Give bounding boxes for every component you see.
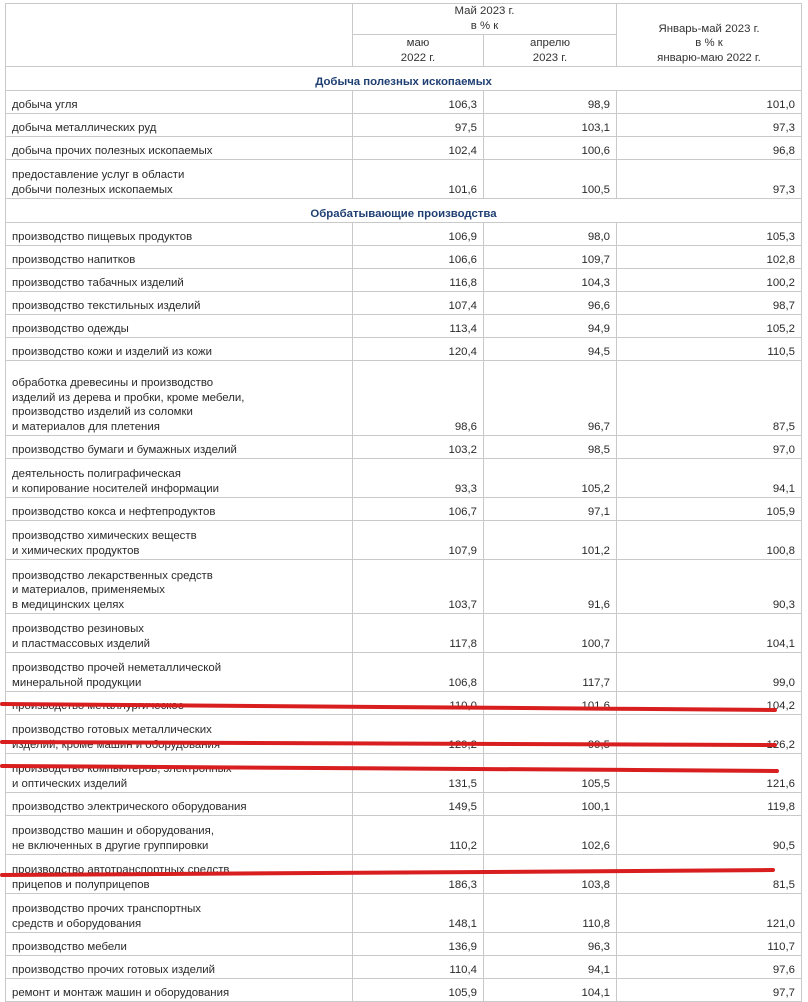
table-row bbox=[6, 692, 802, 715]
row-label bbox=[6, 361, 353, 436]
row-label-text: производство текстильных изделий bbox=[12, 299, 201, 312]
value-jan-may: 100,2 bbox=[617, 269, 802, 292]
row-label-text: производство электрического оборудования bbox=[12, 800, 247, 813]
value-vs-april-2023: 96,3 bbox=[484, 933, 617, 956]
header-may-2023 bbox=[353, 4, 617, 35]
value-jan-may: 100,8 bbox=[617, 521, 802, 560]
row-label-text: производство металлургическое bbox=[12, 699, 185, 712]
table-row bbox=[6, 137, 802, 160]
row-label-text: производство прочей неметаллической минеральной продукции bbox=[12, 662, 222, 689]
row-label bbox=[6, 436, 353, 459]
table-row bbox=[6, 459, 802, 498]
value-vs-may-2022: 106,7 bbox=[353, 498, 484, 521]
row-label bbox=[6, 137, 353, 160]
value-jan-may: 104,1 bbox=[617, 614, 802, 653]
table-row bbox=[6, 855, 802, 894]
value-vs-may-2022: 110,4 bbox=[353, 956, 484, 979]
value-vs-may-2022: 117,8 bbox=[353, 614, 484, 653]
table-row bbox=[6, 614, 802, 653]
value-vs-april-2023: 101,6 bbox=[484, 692, 617, 715]
value-vs-may-2022: 102,4 bbox=[353, 137, 484, 160]
value-vs-may-2022: 120,4 bbox=[353, 338, 484, 361]
value-vs-april-2023: 98,0 bbox=[484, 223, 617, 246]
table-row bbox=[6, 894, 802, 933]
table-row bbox=[6, 292, 802, 315]
header-jan-may-text: Январь-май 2023 г. в % к январю-маю 2022 г. bbox=[657, 22, 761, 64]
value-vs-april-2023: 94,5 bbox=[484, 338, 617, 361]
table-row bbox=[6, 715, 802, 754]
value-vs-may-2022: 136,9 bbox=[353, 933, 484, 956]
value-jan-may: 104,2 bbox=[617, 692, 802, 715]
value-vs-may-2022: 106,8 bbox=[353, 653, 484, 692]
table-row bbox=[6, 521, 802, 560]
section-title: Добыча полезных ископаемых bbox=[6, 67, 802, 91]
table-row bbox=[6, 979, 802, 1002]
row-label-text: производство прочих транспортных средств и оборудования bbox=[12, 903, 202, 930]
value-jan-may: 90,3 bbox=[617, 560, 802, 614]
row-label bbox=[6, 498, 353, 521]
value-vs-april-2023: 100,1 bbox=[484, 793, 617, 816]
value-vs-april-2023: 98,9 bbox=[484, 91, 617, 114]
value-jan-may: 97,3 bbox=[617, 114, 802, 137]
row-label-text: производство автотранспортных средств, прицепов и полуприцепов bbox=[12, 864, 233, 891]
row-label-text: производство резиновых и пластмассовых изделий bbox=[12, 623, 151, 650]
value-vs-april-2023: 110,8 bbox=[484, 894, 617, 933]
value-vs-may-2022: 107,4 bbox=[353, 292, 484, 315]
value-vs-may-2022: 131,5 bbox=[353, 754, 484, 793]
table-row bbox=[6, 246, 802, 269]
value-vs-may-2022: 116,8 bbox=[353, 269, 484, 292]
value-vs-april-2023: 96,7 bbox=[484, 361, 617, 436]
value-vs-april-2023: 105,2 bbox=[484, 459, 617, 498]
value-vs-may-2022: 186,3 bbox=[353, 855, 484, 894]
row-label bbox=[6, 292, 353, 315]
value-vs-may-2022: 107,9 bbox=[353, 521, 484, 560]
table-row bbox=[6, 793, 802, 816]
value-vs-may-2022: 103,2 bbox=[353, 436, 484, 459]
value-jan-may: 105,9 bbox=[617, 498, 802, 521]
value-vs-april-2023: 96,6 bbox=[484, 292, 617, 315]
table-row bbox=[6, 754, 802, 793]
row-label-text: производство одежды bbox=[12, 322, 129, 335]
value-vs-april-2023: 100,6 bbox=[484, 137, 617, 160]
value-jan-may: 94,1 bbox=[617, 459, 802, 498]
value-jan-may: 105,2 bbox=[617, 315, 802, 338]
row-label-text: производство химических веществ и химических продуктов bbox=[12, 530, 197, 557]
value-jan-may: 105,3 bbox=[617, 223, 802, 246]
table-row bbox=[6, 160, 802, 199]
value-vs-may-2022: 106,3 bbox=[353, 91, 484, 114]
header-vs-april-2023 bbox=[484, 35, 617, 67]
table-row bbox=[6, 653, 802, 692]
value-vs-april-2023: 97,1 bbox=[484, 498, 617, 521]
row-label bbox=[6, 933, 353, 956]
row-label bbox=[6, 692, 353, 715]
table-row bbox=[6, 436, 802, 459]
section-row bbox=[6, 67, 802, 91]
row-label-text: производство компьютеров, электронных и оптических изделий bbox=[12, 763, 232, 790]
value-jan-may: 96,8 bbox=[617, 137, 802, 160]
section-title: Обрабатывающие производства bbox=[6, 199, 802, 223]
row-label-text: производство лекарственных средств и материалов, применяемых в медицинских целях bbox=[12, 569, 213, 611]
value-jan-may: 81,5 bbox=[617, 855, 802, 894]
row-label-text: производство кокса и нефтепродуктов bbox=[12, 505, 216, 518]
value-vs-april-2023: 109,7 bbox=[484, 246, 617, 269]
value-jan-may: 110,5 bbox=[617, 338, 802, 361]
header-jan-may bbox=[617, 4, 802, 67]
value-jan-may: 102,8 bbox=[617, 246, 802, 269]
row-label-text: производство прочих готовых изделий bbox=[12, 963, 215, 976]
row-label-text: производство пищевых продуктов bbox=[12, 230, 193, 243]
table-row bbox=[6, 315, 802, 338]
table-row bbox=[6, 338, 802, 361]
row-label bbox=[6, 338, 353, 361]
value-vs-april-2023: 103,8 bbox=[484, 855, 617, 894]
value-vs-april-2023: 98,5 bbox=[484, 436, 617, 459]
row-label bbox=[6, 91, 353, 114]
value-jan-may: 110,7 bbox=[617, 933, 802, 956]
table-row bbox=[6, 361, 802, 436]
value-vs-may-2022: 97,5 bbox=[353, 114, 484, 137]
row-label bbox=[6, 793, 353, 816]
table-row bbox=[6, 956, 802, 979]
row-label bbox=[6, 614, 353, 653]
table-row bbox=[6, 560, 802, 614]
value-vs-may-2022: 110,0 bbox=[353, 692, 484, 715]
row-label-text: деятельность полиграфическая и копирование носителей информации bbox=[12, 468, 219, 495]
value-jan-may: 101,0 bbox=[617, 91, 802, 114]
row-label bbox=[6, 223, 353, 246]
value-vs-may-2022: 113,4 bbox=[353, 315, 484, 338]
value-jan-may: 90,5 bbox=[617, 816, 802, 855]
row-label bbox=[6, 754, 353, 793]
value-vs-may-2022: 110,2 bbox=[353, 816, 484, 855]
row-label-text: обработка древесины и производство изделий из дерева и пробки, кроме мебели, производство изделий из соломки и материалов для плетения bbox=[12, 377, 245, 433]
value-vs-may-2022: 105,9 bbox=[353, 979, 484, 1002]
row-label-text: добыча металлических руд bbox=[12, 121, 157, 134]
table-row bbox=[6, 816, 802, 855]
value-jan-may: 119,8 bbox=[617, 793, 802, 816]
value-vs-may-2022: 101,6 bbox=[353, 160, 484, 199]
table-row bbox=[6, 269, 802, 292]
row-label-text: производство бумаги и бумажных изделий bbox=[12, 443, 237, 456]
row-label bbox=[6, 269, 353, 292]
table-row bbox=[6, 933, 802, 956]
value-vs-april-2023: 105,5 bbox=[484, 754, 617, 793]
table-row bbox=[6, 223, 802, 246]
value-jan-may: 126,2 bbox=[617, 715, 802, 754]
row-label bbox=[6, 246, 353, 269]
value-jan-may: 121,0 bbox=[617, 894, 802, 933]
table-row bbox=[6, 114, 802, 137]
row-label bbox=[6, 114, 353, 137]
value-jan-may: 97,3 bbox=[617, 160, 802, 199]
value-vs-may-2022: 93,3 bbox=[353, 459, 484, 498]
value-vs-may-2022: 98,6 bbox=[353, 361, 484, 436]
table-row bbox=[6, 91, 802, 114]
section-row bbox=[6, 199, 802, 223]
row-label-text: производство готовых металлических изделий, кроме машин и оборудования bbox=[12, 724, 221, 751]
header-vs-may-2022-text: маю 2022 г. bbox=[400, 37, 436, 64]
row-label-text: производство напитков bbox=[12, 253, 136, 266]
value-vs-april-2023: 99,5 bbox=[484, 715, 617, 754]
row-label bbox=[6, 816, 353, 855]
row-label-text: производство мебели bbox=[12, 940, 127, 953]
row-label bbox=[6, 956, 353, 979]
value-vs-april-2023: 104,3 bbox=[484, 269, 617, 292]
row-label bbox=[6, 653, 353, 692]
value-jan-may: 87,5 bbox=[617, 361, 802, 436]
value-jan-may: 97,0 bbox=[617, 436, 802, 459]
row-label-text: ремонт и монтаж машин и оборудования bbox=[12, 986, 230, 999]
row-label-text: предоставление услуг в области добычи полезных ископаемых bbox=[12, 169, 185, 196]
value-vs-april-2023: 102,6 bbox=[484, 816, 617, 855]
header-vs-may-2022 bbox=[353, 35, 484, 67]
value-vs-april-2023: 94,9 bbox=[484, 315, 617, 338]
industrial-production-table bbox=[5, 3, 802, 1002]
value-jan-may: 99,0 bbox=[617, 653, 802, 692]
row-label-text: производство табачных изделий bbox=[12, 276, 184, 289]
row-label bbox=[6, 160, 353, 199]
table-body bbox=[6, 67, 802, 1002]
value-vs-may-2022: 106,6 bbox=[353, 246, 484, 269]
value-jan-may: 97,7 bbox=[617, 979, 802, 1002]
value-vs-may-2022: 149,5 bbox=[353, 793, 484, 816]
row-label-text: добыча угля bbox=[12, 98, 78, 111]
value-vs-may-2022: 129,2 bbox=[353, 715, 484, 754]
header-vs-april-2023-text: апрелю 2023 г. bbox=[530, 37, 570, 64]
header-empty-cell bbox=[6, 4, 353, 67]
value-vs-april-2023: 104,1 bbox=[484, 979, 617, 1002]
value-vs-april-2023: 117,7 bbox=[484, 653, 617, 692]
row-label-text: производство машин и оборудования, не включенных в другие группировки bbox=[12, 825, 215, 852]
value-vs-april-2023: 101,2 bbox=[484, 521, 617, 560]
row-label bbox=[6, 715, 353, 754]
row-label-text: добыча прочих полезных ископаемых bbox=[12, 144, 213, 157]
value-jan-may: 121,6 bbox=[617, 754, 802, 793]
value-jan-may: 98,7 bbox=[617, 292, 802, 315]
row-label bbox=[6, 855, 353, 894]
value-vs-april-2023: 103,1 bbox=[484, 114, 617, 137]
row-label bbox=[6, 894, 353, 933]
value-vs-april-2023: 100,5 bbox=[484, 160, 617, 199]
header-may-2023-text: Май 2023 г. в % к bbox=[454, 5, 515, 32]
row-label-text: производство кожи и изделий из кожи bbox=[12, 345, 212, 358]
value-jan-may: 97,6 bbox=[617, 956, 802, 979]
table-row bbox=[6, 498, 802, 521]
value-vs-april-2023: 100,7 bbox=[484, 614, 617, 653]
row-label bbox=[6, 560, 353, 614]
value-vs-may-2022: 103,7 bbox=[353, 560, 484, 614]
value-vs-may-2022: 148,1 bbox=[353, 894, 484, 933]
row-label bbox=[6, 315, 353, 338]
value-vs-april-2023: 94,1 bbox=[484, 956, 617, 979]
row-label bbox=[6, 979, 353, 1002]
value-vs-may-2022: 106,9 bbox=[353, 223, 484, 246]
row-label bbox=[6, 459, 353, 498]
row-label bbox=[6, 521, 353, 560]
value-vs-april-2023: 91,6 bbox=[484, 560, 617, 614]
